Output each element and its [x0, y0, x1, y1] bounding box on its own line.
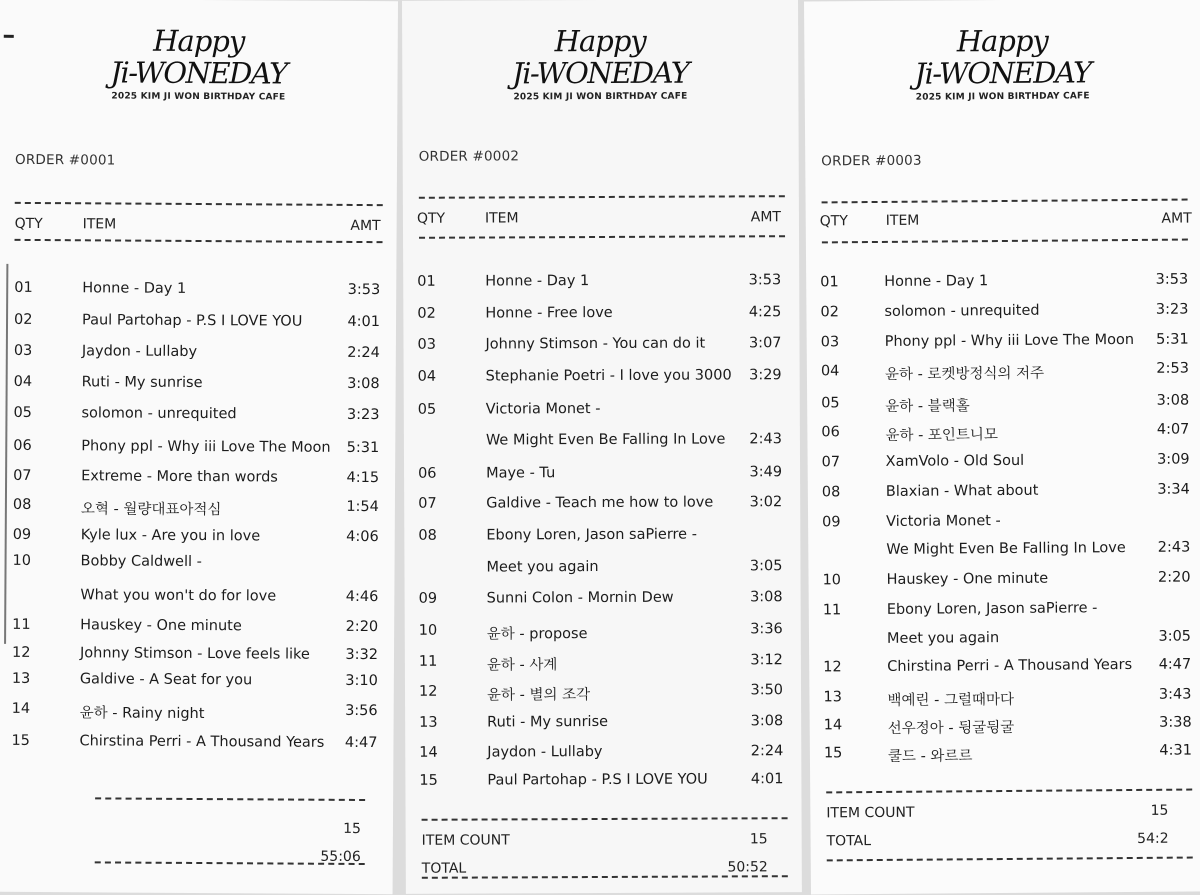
column-header-qty: QTY	[14, 215, 43, 233]
row-amount: 2:43	[1157, 539, 1191, 556]
row-item: Bobby Caldwell -	[80, 553, 202, 571]
row-qty: 05	[821, 395, 840, 412]
row-item: Sunni Colon - Mornin Dew	[486, 589, 674, 607]
row-amount: 3:12	[750, 652, 783, 669]
row-amount: 3:09	[1156, 451, 1190, 468]
row-qty: 15	[823, 745, 843, 762]
row-item: Johnny Stimson - You can do it	[485, 335, 706, 353]
row-qty: 11	[822, 602, 842, 619]
row-item: Chirstina Perri - A Thousand Years	[79, 733, 325, 751]
track-row	[821, 332, 1189, 365]
track-row	[418, 431, 782, 463]
row-qty: 09	[822, 514, 841, 531]
track-row	[821, 361, 1189, 394]
row-qty: 08	[12, 496, 32, 513]
column-header-amt: AMT	[350, 217, 381, 235]
track-row	[14, 280, 380, 312]
column-header-amt: AMT	[1161, 210, 1192, 227]
row-amount: 3:08	[750, 713, 784, 730]
row-qty: 08	[821, 484, 841, 501]
row-amount: 4:01	[750, 771, 784, 788]
cafe-subtitle: 2025 KIM JI WON BIRTHDAY CAFE	[111, 91, 286, 103]
track-row	[419, 652, 783, 684]
separator-summary-top	[826, 789, 1192, 794]
separator-header	[822, 239, 1188, 244]
row-amount: 3:05	[749, 558, 783, 575]
row-item: Honne - Day 1	[485, 273, 590, 290]
row-amount: 2:20	[1157, 569, 1191, 586]
row-item: Ruti - My sunrise	[81, 374, 203, 392]
row-item: 윤하 - propose	[486, 626, 588, 643]
row-item: Hauskey - One minute	[80, 617, 242, 635]
row-qty: 09	[12, 526, 32, 543]
row-amount: 3:53	[347, 281, 381, 299]
row-item: Blaxian - What about	[885, 482, 1039, 500]
track-row	[419, 713, 783, 745]
cafe-logo	[402, 25, 798, 103]
track-row	[418, 558, 782, 590]
track-row	[417, 272, 781, 304]
row-amount: 2:24	[347, 344, 380, 362]
total-value: 50:52	[727, 859, 768, 876]
row-item: Ebony Loren, Jason saPierre -	[886, 600, 1098, 618]
row-qty: 03	[13, 342, 33, 359]
row-amount: 3:05	[1158, 628, 1192, 645]
track-row	[14, 312, 380, 344]
row-item: 윤하 - 블랙홀	[885, 398, 970, 415]
order-number: ORDER #0002	[418, 148, 520, 165]
row-item: Meet you again	[486, 559, 599, 576]
cafe-subtitle: 2025 KIM JI WON BIRTHDAY CAFE	[915, 91, 1090, 103]
row-item: Hauskey - One minute	[886, 570, 1049, 588]
track-row	[822, 452, 1190, 485]
row-qty: 01	[417, 273, 436, 290]
separator-summary-top	[95, 797, 365, 801]
row-item: Kyle lux - Are you in love	[80, 527, 261, 545]
total-value: 54:2	[1137, 830, 1169, 847]
row-item: We Might Even Be Falling In Love	[485, 431, 726, 449]
row-amount: 5:31	[1156, 331, 1189, 348]
row-item: Honne - Day 1	[884, 273, 989, 290]
row-amount: 4:47	[1158, 656, 1192, 673]
row-amount: 3:43	[1158, 686, 1192, 703]
row-qty: 06	[418, 465, 437, 482]
row-qty: 13	[419, 714, 438, 731]
row-amount: 4:01	[347, 313, 381, 331]
row-qty: 07	[13, 467, 32, 484]
row-amount: 3:36	[750, 621, 783, 638]
row-amount: 3:49	[749, 464, 783, 481]
row-item: solomon - unrequited	[81, 405, 237, 423]
row-item: 윤하 - 별의 조각	[486, 687, 591, 704]
row-qty: 03	[820, 334, 840, 351]
row-qty: 01	[820, 274, 839, 291]
row-item: Galdive - Teach me how to love	[486, 494, 714, 512]
row-item: 윤하 - Rainy night	[79, 705, 205, 723]
row-amount: 3:29	[749, 367, 782, 384]
row-qty: 14	[419, 744, 438, 761]
row-item: 쿨드 - 와르르	[887, 748, 973, 765]
row-qty: 06	[821, 424, 840, 441]
column-header-amt: AMT	[750, 209, 781, 226]
separator-summary-top	[422, 817, 788, 821]
row-amount: 4:25	[748, 304, 782, 321]
track-row	[419, 682, 783, 714]
row-amount: 3:08	[347, 375, 380, 393]
row-qty: 02	[820, 304, 839, 321]
row-item: Johnny Stimson - Love feels like	[79, 645, 310, 663]
receipt-order-0002	[402, 0, 802, 894]
track-row	[417, 335, 781, 367]
track-row	[418, 464, 782, 496]
row-item: XamVolo - Old Soul	[885, 452, 1025, 470]
scan-mark	[4, 35, 14, 38]
row-item: Paul Partohap - P.S I LOVE YOU	[81, 312, 303, 330]
row-amount: 3:56	[345, 702, 378, 720]
track-row	[821, 393, 1189, 426]
row-qty: 13	[823, 689, 842, 706]
row-qty: 10	[418, 622, 438, 639]
separator-top	[419, 195, 785, 199]
row-amount: 5:31	[346, 439, 380, 457]
track-row	[12, 553, 378, 585]
logo-title: Ji-WONEDAY	[110, 55, 287, 91]
row-item: Meet you again	[886, 630, 1000, 647]
logo-happy: Happy	[554, 23, 646, 59]
row-item: Extreme - More than words	[81, 468, 278, 486]
track-row	[822, 540, 1190, 573]
row-amount: 3:23	[1155, 301, 1189, 318]
track-row	[12, 587, 378, 619]
row-item: What you won't do for love	[80, 587, 277, 605]
row-amount: 2:43	[749, 431, 782, 448]
cafe-subtitle: 2025 KIM JI WON BIRTHDAY CAFE	[513, 91, 688, 103]
track-row	[821, 422, 1189, 455]
row-qty: 12	[418, 683, 438, 700]
row-qty: 11	[12, 616, 31, 633]
row-qty: 08	[418, 527, 437, 544]
cafe-logo	[0, 25, 398, 103]
row-item: 윤하 - 사계	[486, 657, 558, 674]
total-value: 55:06	[320, 848, 361, 866]
track-row	[418, 400, 782, 432]
track-row	[419, 743, 783, 775]
track-row	[822, 482, 1190, 515]
row-item: Jaydon - Lullaby	[81, 343, 198, 360]
row-item: Stephanie Poetri - I love you 3000	[485, 367, 732, 385]
total-label: TOTAL	[826, 833, 872, 850]
order-number: ORDER #0003	[821, 152, 922, 170]
separator-top	[15, 202, 383, 206]
row-amount: 4:46	[345, 588, 379, 606]
row-item: Phony ppl - Why iii Love The Moon	[884, 331, 1135, 350]
column-header-item: ITEM	[885, 212, 920, 229]
row-item: 백예린 - 그럴때마다	[887, 691, 1015, 709]
row-qty: 07	[821, 454, 841, 471]
row-qty: 11	[418, 653, 438, 670]
row-qty: 10	[822, 572, 842, 589]
track-row	[820, 302, 1188, 335]
receipt-order-0001	[0, 0, 398, 894]
row-amount: 3:02	[749, 494, 783, 511]
track-row	[14, 374, 380, 406]
track-row	[11, 733, 377, 765]
track-row	[13, 405, 379, 437]
row-amount: 3:32	[345, 646, 379, 664]
column-header-item: ITEM	[484, 210, 519, 227]
row-item: 오혁 - 월량대표아적심	[80, 501, 222, 519]
separator-header	[419, 235, 785, 239]
row-amount: 3:23	[346, 406, 380, 424]
row-item: Chirstina Perri - A Thousand Years	[887, 656, 1133, 675]
track-row	[419, 589, 783, 621]
row-item: We Might Even Be Falling In Love	[886, 540, 1126, 558]
track-row	[823, 657, 1191, 690]
track-row	[824, 743, 1192, 776]
row-qty: 02	[13, 311, 33, 328]
row-amount: 4:47	[344, 734, 378, 752]
row-item: Jaydon - Lullaby	[487, 743, 603, 761]
row-item: Victoria Monet -	[886, 513, 1001, 530]
row-qty: 15	[11, 732, 30, 749]
row-item: Galdive - A Seat for you	[79, 671, 253, 689]
row-qty: 10	[12, 552, 32, 569]
row-item: Ebony Loren, Jason saPierre -	[486, 526, 697, 544]
row-qty: 12	[11, 644, 31, 661]
row-qty: 13	[11, 670, 31, 687]
row-qty: 06	[13, 437, 32, 454]
row-qty: 05	[13, 404, 32, 421]
item-count-value: 15	[1150, 802, 1169, 819]
logo-happy: Happy	[153, 23, 245, 59]
binding-line	[4, 264, 8, 644]
row-item: 선우정아 - 뒹굴뒹굴	[887, 719, 1015, 737]
item-count-label: ITEM COUNT	[421, 832, 510, 849]
track-row	[14, 343, 380, 375]
row-qty: 14	[11, 700, 31, 717]
row-amount: 4:07	[1156, 421, 1190, 438]
row-amount: 3:50	[750, 682, 784, 699]
item-count-value: 15	[343, 820, 361, 838]
logo-title: Ji-WONEDAY	[512, 55, 689, 91]
row-item: Maye - Tu	[486, 465, 556, 482]
track-row	[419, 771, 783, 803]
row-qty: 14	[823, 717, 843, 734]
track-row	[418, 494, 782, 526]
logo-title: Ji-WONEDAY	[914, 55, 1091, 91]
order-number: ORDER #0001	[14, 151, 116, 169]
track-row	[822, 570, 1190, 603]
row-qty: 07	[418, 495, 437, 512]
track-row	[12, 701, 378, 733]
logo-happy: Happy	[956, 23, 1049, 59]
row-amount: 4:06	[346, 528, 379, 546]
row-qty: 05	[417, 401, 437, 418]
separator-summary-bottom	[827, 857, 1193, 862]
receipt-order-0003	[804, 0, 1200, 895]
row-qty: 15	[419, 772, 438, 789]
item-count-value: 15	[749, 831, 768, 848]
track-row	[418, 367, 782, 399]
row-amount: 3:53	[748, 272, 782, 289]
row-item: Honne - Day 1	[82, 280, 187, 297]
row-amount: 4:31	[1159, 742, 1192, 759]
item-count-label: ITEM COUNT	[826, 804, 915, 822]
row-amount: 3:10	[345, 672, 378, 690]
track-row	[419, 621, 783, 653]
column-header-qty: QTY	[416, 210, 446, 227]
separator-header	[15, 239, 383, 243]
row-qty: 01	[14, 279, 33, 296]
row-item: Honne - Free love	[485, 304, 613, 322]
separator-top	[822, 199, 1188, 204]
row-item: Phony ppl - Why iii Love The Moon	[81, 438, 331, 456]
track-row	[418, 526, 782, 558]
row-item: Victoria Monet -	[485, 401, 601, 418]
row-item: solomon - unrequited	[884, 302, 1040, 320]
row-qty: 03	[417, 336, 436, 353]
row-item: 윤하 - 로켓방정식의 저주	[884, 365, 1045, 383]
separator-summary-bottom	[422, 875, 788, 879]
row-amount: 3:07	[748, 335, 782, 352]
total-label: TOTAL	[421, 860, 467, 877]
row-qty: 04	[417, 368, 437, 385]
row-amount: 3:53	[1155, 271, 1189, 288]
row-qty: 09	[418, 590, 438, 607]
row-amount: 1:54	[346, 498, 379, 516]
row-amount: 3:08	[1156, 392, 1190, 409]
track-row	[13, 438, 379, 470]
column-header-qty: QTY	[819, 213, 848, 230]
row-amount: 3:08	[750, 589, 783, 606]
track-row	[820, 272, 1188, 305]
cafe-logo	[804, 24, 1200, 103]
row-amount: 2:20	[345, 618, 379, 636]
row-amount: 3:34	[1157, 481, 1190, 498]
row-item: Paul Partohap - P.S I LOVE YOU	[487, 771, 708, 789]
row-qty: 12	[823, 659, 842, 676]
row-item: 윤하 - 포인트니모	[885, 427, 998, 444]
track-row	[12, 671, 378, 703]
row-item: Ruti - My sunrise	[487, 713, 609, 731]
row-amount: 2:24	[750, 743, 784, 760]
column-header-item: ITEM	[82, 216, 117, 233]
row-qty: 04	[820, 363, 840, 380]
track-row	[13, 468, 379, 500]
row-qty: 04	[13, 373, 33, 390]
row-amount: 3:38	[1159, 714, 1192, 731]
track-row	[417, 304, 781, 336]
row-amount: 2:53	[1156, 360, 1189, 377]
track-row	[13, 497, 379, 529]
track-row	[823, 600, 1191, 633]
row-amount: 4:15	[346, 469, 380, 487]
row-qty: 02	[417, 305, 436, 322]
